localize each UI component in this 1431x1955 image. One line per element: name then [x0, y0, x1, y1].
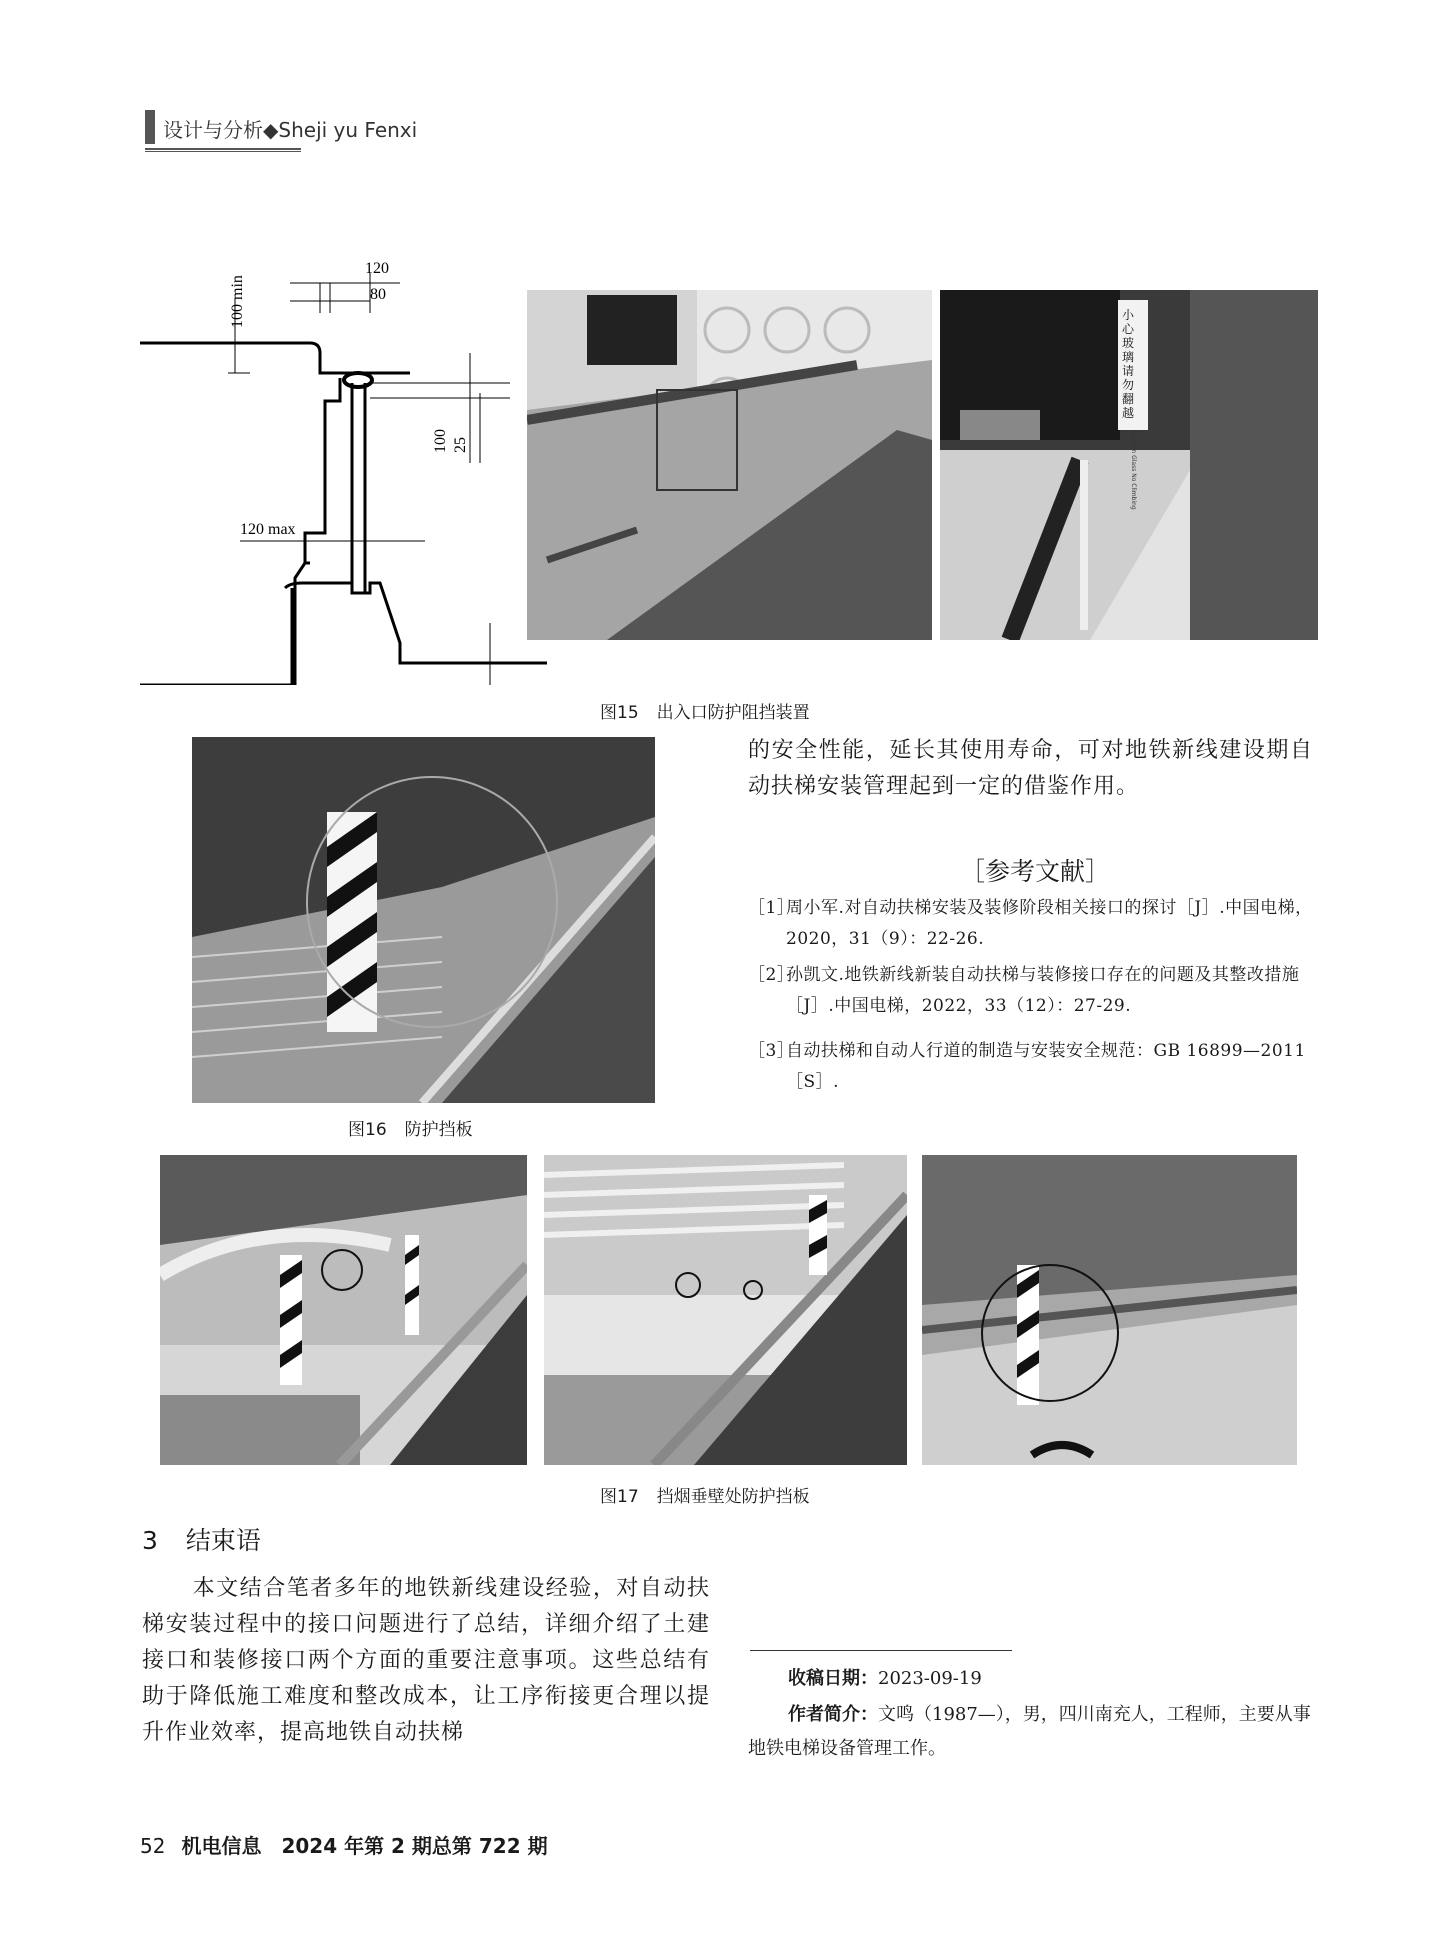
reference-1-text: 周小军.对自动扶梯安装及装修阶段相关接口的探讨［J］.中国电梯，2020，31（9）：22-26. [786, 898, 1313, 949]
dim-25: 25 [452, 437, 469, 453]
references-heading: ［参考文献］ [960, 857, 1111, 886]
conclusion-continued: 的安全性能，延长其使用寿命，可对地铁新线建设期自动扶梯安装管理起到一定的借鉴作用。 [748, 738, 1313, 799]
author-value: 文鸣（1987—），男，四川南充人，工程师，主要从事地铁电梯设备管理工作。 [748, 1704, 1311, 1759]
fig17-photo-2 [544, 1155, 907, 1465]
dim-120max: 120 max [240, 521, 296, 538]
author-label: 作者简介： [788, 1704, 878, 1725]
header-section-pinyin: Sheji yu Fenxi [278, 118, 418, 142]
issue-info: 2024 年第 2 期总第 722 期 [281, 1834, 548, 1858]
fig17-number: 图17 [600, 1487, 639, 1507]
fig17-photo-1 [160, 1155, 527, 1465]
footnote-received [788, 1662, 982, 1696]
reference-1-index: ［1］ [748, 898, 795, 918]
reference-2-index: ［2］ [748, 965, 795, 985]
fig15-sign-cn: 小心玻璃 请勿翻越 [1122, 308, 1135, 420]
fig15-caption [600, 698, 810, 723]
received-label: 收稿日期： [788, 1668, 878, 1689]
dim-80: 80 [370, 286, 386, 303]
reference-3-text: 自动扶梯和自动人行道的制造与安装安全规范：GB 16899—2011［S］. [786, 1041, 1306, 1092]
reference-3-index: ［3］ [748, 1041, 795, 1061]
header-section-cn: 设计与分析 [163, 118, 263, 142]
section-3-heading [142, 1521, 261, 1557]
section-3-title: 结束语 [185, 1526, 261, 1555]
conclusion-paragraph: 本文结合笔者多年的地铁新线建设经验，对自动扶梯安装过程中的接口问题进行了总结，详细介绍了土建接口和装修接口两个方面的重要注意事项。这些总结有助于降低施工难度和整改成本，让工序衔接更合理以提升作业效率，提高地铁自动扶梯 [142, 1576, 710, 1745]
fig16-photo [192, 737, 655, 1103]
fig15-drawing-svg [140, 243, 547, 685]
fig17-title: 挡烟垂壁处防护挡板 [656, 1487, 810, 1507]
fig17-caption [600, 1482, 810, 1507]
fig16-caption [348, 1115, 473, 1140]
fig16-number: 图16 [348, 1120, 387, 1140]
fig16-title: 防护挡板 [404, 1120, 473, 1140]
journal-name: 机电信息 [181, 1834, 262, 1858]
fig15-photo-2 [940, 290, 1318, 640]
page-number: 52 [140, 1834, 166, 1858]
reference-1 [748, 893, 1313, 955]
fig15-title: 出入口防护阻挡装置 [656, 703, 810, 723]
header-rule [145, 148, 301, 150]
footnote-rule [750, 1650, 1012, 1651]
header-bar [145, 110, 155, 144]
page-footer [140, 1830, 548, 1859]
dim-120: 120 [365, 260, 389, 277]
fig17-photo-3 [922, 1155, 1297, 1465]
running-header [163, 114, 417, 143]
reference-2 [748, 960, 1313, 1022]
fig15-sign-en: Caution Glass No Climbing [1130, 430, 1137, 510]
received-value: 2023-09-19 [878, 1668, 982, 1689]
footnote-author [748, 1698, 1315, 1766]
fig15-photo-1 [527, 290, 932, 640]
dim-100: 100 [432, 429, 449, 453]
reference-2-text: 孙凯文.地铁新线新装自动扶梯与装修接口存在的问题及其整改措施［J］.中国电梯，2022，33（12）：27-29. [786, 965, 1300, 1016]
fig15-drawing [140, 243, 547, 685]
section-3-number: 3 [142, 1526, 158, 1555]
header-rule-2 [145, 151, 301, 152]
header-separator: ◆ [263, 118, 279, 142]
fig15-number: 图15 [600, 703, 639, 723]
reference-3 [748, 1036, 1313, 1098]
dim-100min: 100 min [229, 275, 246, 328]
